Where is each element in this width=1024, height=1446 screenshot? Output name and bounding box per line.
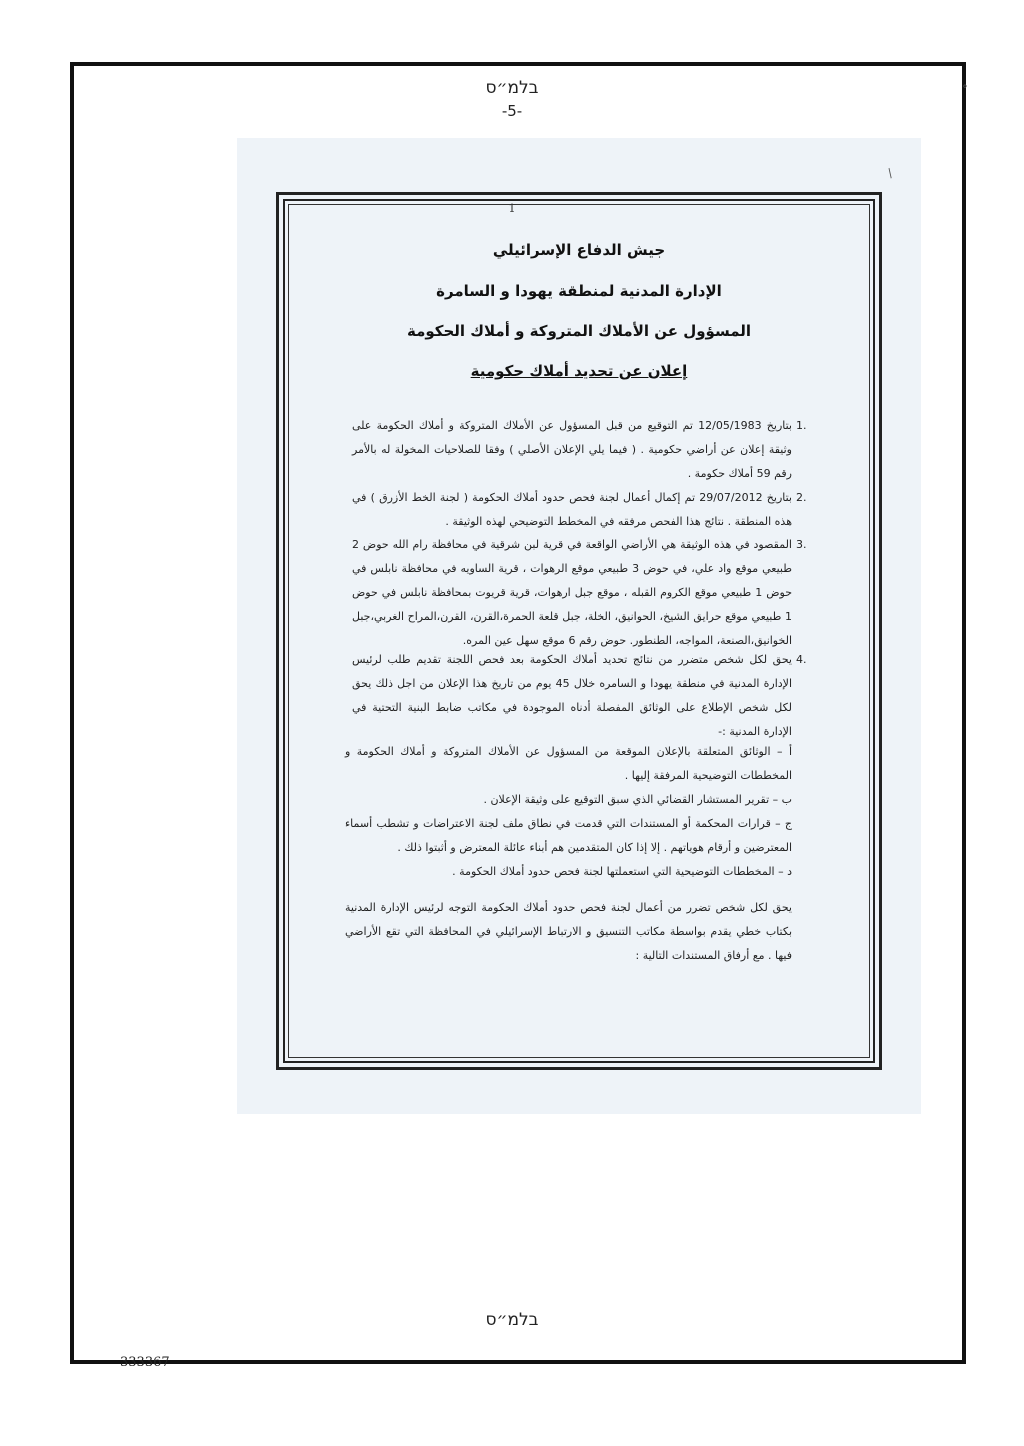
notice-item: بتاريخ 12/05/1983 تم التوقيع من قبل المسؤول عن الأملاك المتروكة و أملاك الحكومة على وثيقة إعلان عن أراضي حكومية . ( فيما يلي الإعلان الأصلي ) وفقا للصلاحيات المخولة له بالأمر رقم 59 أملاك حكومة . bbox=[352, 419, 792, 480]
closing-paragraph: يحق لكل شخص تضرر من أعمال لجنة فحص حدود أملاك الحكومة التوجه لرئيس الإدارة المدنية بكتاب خطي يقدم بواسطة مكاتب التنسيق و الارتباط الإسرائيلي في المحافظة التي تقع الأراضي فيها . مع أرفاق المستندات التالية : bbox=[345, 901, 792, 962]
notice-heading-custodian: المسؤول عن الأملاك المتروكة و أملاك الحكومة bbox=[406, 322, 752, 340]
document-list-item: ج – قرارات المحكمة أو المستندات التي قدمت في نطاق ملف لجنة الاعتراضات و تشطب أسماء المعترضين و أرقام هوياتهم . إلا إذا كان المتقدمين هم أبناء عائلة المعترض و أثبتوا ذلك . bbox=[345, 817, 792, 854]
item-number: 2. bbox=[796, 491, 807, 504]
document-id: 333367 bbox=[120, 1355, 170, 1370]
document-list bbox=[345, 740, 792, 884]
notice-item: يحق لكل شخص متضرر من نتائج تحديد أملاك الحكومة بعد فحص اللجنة تقديم طلب لرئيس الإدارة المدنية في منطقة يهودا و السامره خلال 45 يوم من تاريخ هذا الإعلان من اجل ذلك يحق لكل شخص الإطلاع على الوثائق المفصلة أدناه الموجودة في مكاتب ضابط البنية التحتية في الإدارة المدنية :- bbox=[352, 653, 792, 738]
item-number: 1. bbox=[796, 419, 807, 432]
notice-page-number: 1 bbox=[508, 202, 516, 215]
item-number: 4. bbox=[796, 653, 807, 666]
notice-item: بتاريخ 29/07/2012 تم إكمال أعمال لجنة فحص حدود أملاك الحكومة ( لجنة الخط الأزرق ) في هذه المنطقة . نتائج هذا الفحص مرفقه في المخطط التوضيحي لهذه الوثيقة . bbox=[352, 491, 792, 528]
document-list-item: د – المخططات التوضيحية التي استعملتها لجنة فحص حدود أملاك الحكومة . bbox=[452, 865, 792, 878]
footer-classification: בלמ״ס bbox=[485, 1310, 539, 1330]
notice-heading-administration: الإدارة المدنية لمنطقة يهودا و السامرة bbox=[436, 282, 722, 300]
notice-item: المقصود في هذه الوثيقة هي الأراضي الواقعة في قرية لبن شرقية في محافظة رام الله حوض 2 طبيعي موقع واد علي، في حوض 3 طبيعي موقع الرهوات ، قرية الساويه في محافظة نابلس في حوض 1 طبيعي موقع الكروم القبله ، موقع جبل ارهوات، قرية قريوت بمحافظة نابلس في حوض 1 طبيعي موقع حرايق الشيخ، الحوانيق، الخلة، جبل قلعة الحمرة،القرن، القرن،المراح الغربي،جبل الخوانيق،الصنعة، المواجه، الطنطور. حوض رقم 6 موقع سهل عين المره. bbox=[352, 538, 793, 647]
document-list-item: ب – تقرير المستشار القضائي الذي سبق التوقيع على وثيقة الإعلان . bbox=[483, 793, 792, 806]
scan-speck: / bbox=[884, 165, 896, 181]
notice-heading-org: جيش الدفاع الإسرائيلي bbox=[492, 241, 666, 259]
item-number: 3. bbox=[796, 538, 807, 551]
header-classification: בלמ״ס bbox=[485, 78, 539, 98]
page-number: -5- bbox=[501, 102, 523, 120]
document-list-item: أ – الوثائق المتعلقة بالإعلان الموقعة من المسؤول عن الأملاك المتروكة و أملاك الحكومة و المخططات التوضيحية المرفقة إليها . bbox=[345, 745, 792, 782]
notice-title: إعلان عن تحديد أملاك حكومية bbox=[470, 362, 688, 380]
